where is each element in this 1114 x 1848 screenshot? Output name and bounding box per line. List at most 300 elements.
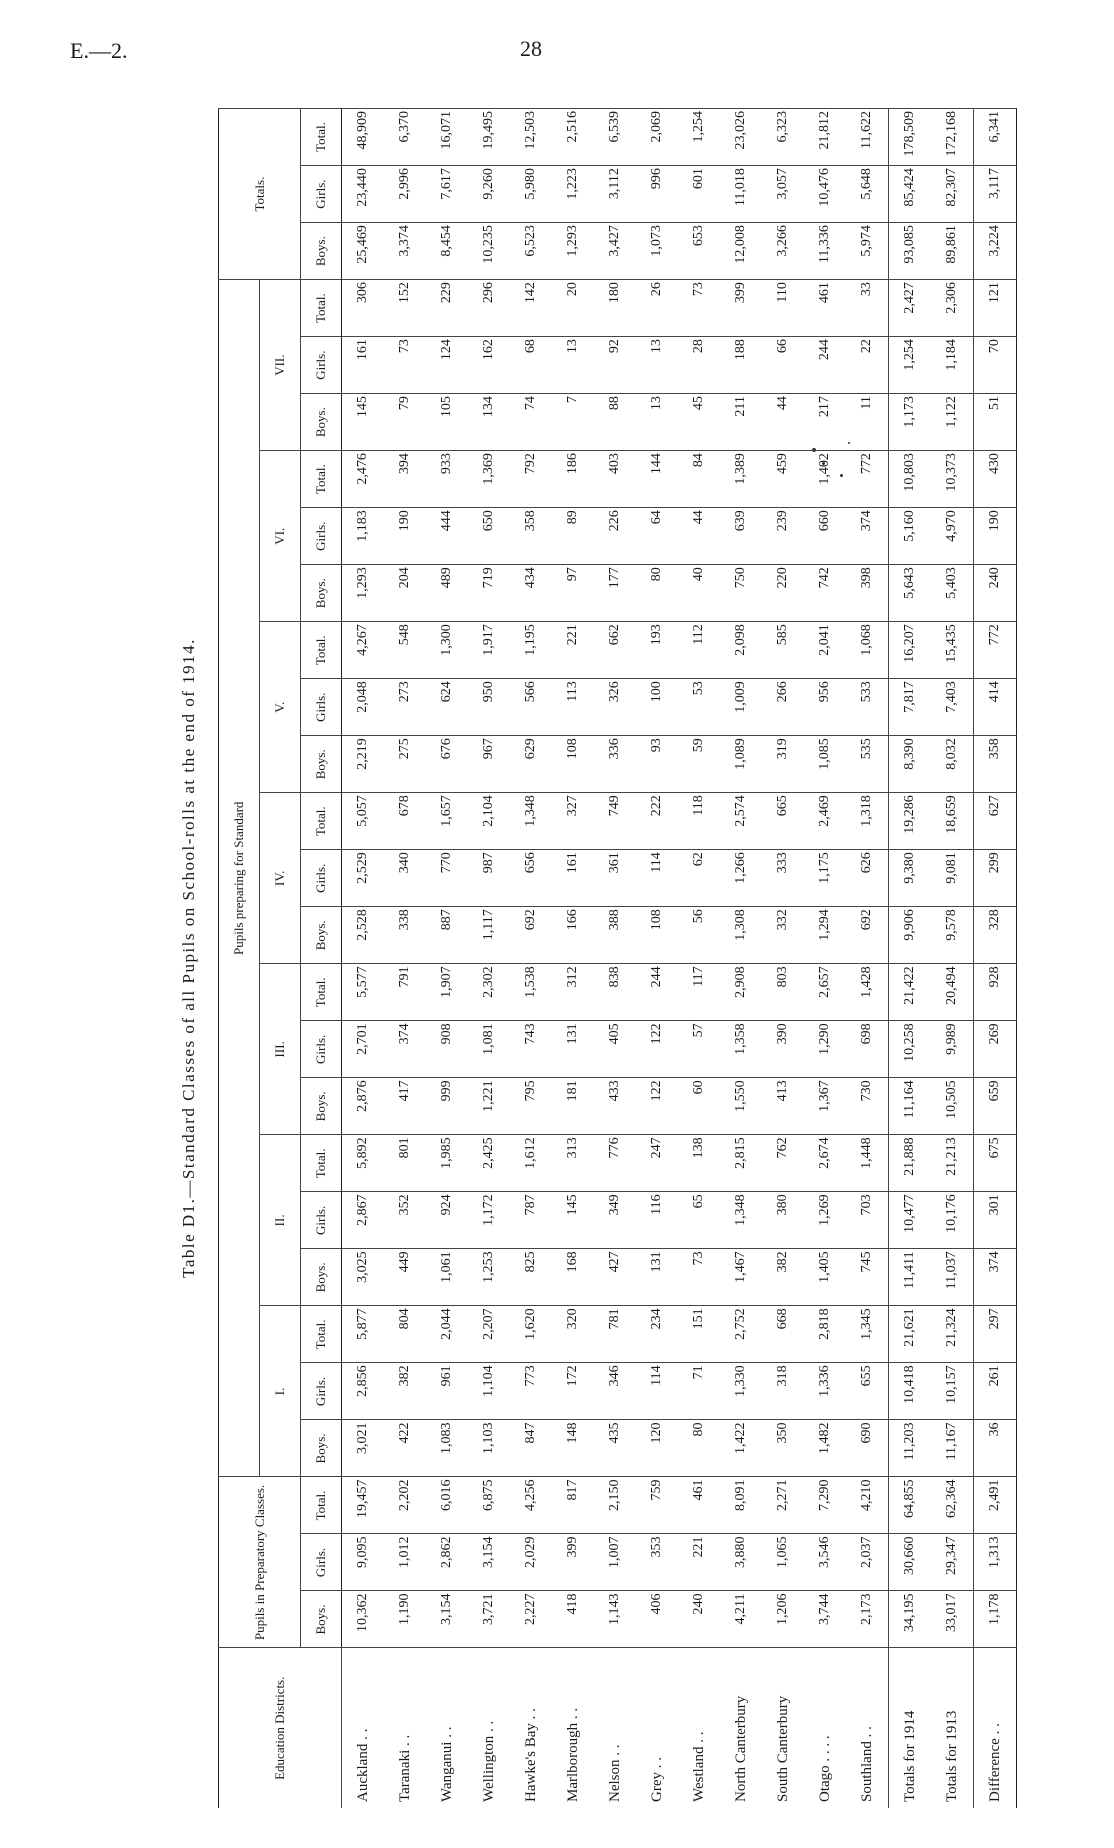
table-cell: 162 — [468, 337, 510, 394]
table-cell: 374 — [384, 1021, 426, 1078]
table-cell: 12,008 — [720, 223, 762, 280]
table-cell: 186 — [552, 451, 594, 508]
standard-header: VII. — [260, 280, 301, 451]
table-cell: 190 — [384, 508, 426, 565]
table-cell: 626 — [846, 850, 889, 907]
table-cell: 5,980 — [510, 166, 552, 223]
district-name: Marlborough . . — [552, 1648, 594, 1808]
table-cell: 89,861 — [931, 223, 974, 280]
table-cell: 1,482 — [804, 1420, 846, 1477]
table-cell: 3,154 — [468, 1534, 510, 1591]
table-cell: 9,095 — [342, 1534, 385, 1591]
table-cell: 110 — [762, 280, 804, 337]
table-cell: 161 — [552, 850, 594, 907]
table-cell: 405 — [594, 1021, 636, 1078]
table-cell: 1,085 — [804, 736, 846, 793]
table-cell: 204 — [384, 565, 426, 622]
table-cell: 2,044 — [426, 1306, 468, 1363]
subcol-header: Total. — [301, 1135, 342, 1192]
table-cell: 105 — [426, 394, 468, 451]
subcol-header: Boys. — [301, 1249, 342, 1306]
table-cell: 730 — [846, 1078, 889, 1135]
table-cell: 336 — [594, 736, 636, 793]
table-cell: 887 — [426, 907, 468, 964]
table-cell: 313 — [552, 1135, 594, 1192]
subcol-header: Boys. — [301, 1420, 342, 1477]
table-row — [931, 109, 974, 1809]
subcol-header: Girls. — [301, 508, 342, 565]
table-cell: 961 — [426, 1363, 468, 1420]
table-cell: 750 — [720, 565, 762, 622]
table-cell: 82,307 — [931, 166, 974, 223]
table-cell: 124 — [426, 337, 468, 394]
table-cell: 2,818 — [804, 1306, 846, 1363]
table-cell: 394 — [384, 451, 426, 508]
subcol-header: Total. — [301, 793, 342, 850]
table-cell: 59 — [678, 736, 720, 793]
table-cell: 1,223 — [552, 166, 594, 223]
table-cell: 2,029 — [510, 1534, 552, 1591]
table-cell: 422 — [384, 1420, 426, 1477]
table-cell: 1,175 — [804, 850, 846, 907]
table-cell: 406 — [636, 1591, 678, 1648]
table-cell: 759 — [636, 1477, 678, 1534]
table-cell: 84 — [678, 451, 720, 508]
table-cell: 73 — [678, 1249, 720, 1306]
subcol-header: Girls. — [301, 166, 342, 223]
table-cell: 933 — [426, 451, 468, 508]
table-cell: 44 — [678, 508, 720, 565]
table-cell: 2,876 — [342, 1078, 385, 1135]
table-cell: 950 — [468, 679, 510, 736]
subcol-header: Total. — [301, 109, 342, 166]
table-cell: 21,324 — [931, 1306, 974, 1363]
table-cell: 9,906 — [889, 907, 932, 964]
table-cell: 9,380 — [889, 850, 932, 907]
table-cell: 1,073 — [636, 223, 678, 280]
table-cell: 1,184 — [931, 337, 974, 394]
table-cell: 11,411 — [889, 1249, 932, 1306]
table-cell: 2,701 — [342, 1021, 385, 1078]
table-cell: 116 — [636, 1192, 678, 1249]
table-cell: 4,970 — [931, 508, 974, 565]
table-cell: 3,546 — [804, 1534, 846, 1591]
table-cell: 320 — [552, 1306, 594, 1363]
table-cell: 45 — [678, 394, 720, 451]
table-cell: 266 — [762, 679, 804, 736]
table-cell: 2,207 — [468, 1306, 510, 1363]
table-cell: 19,286 — [889, 793, 932, 850]
table-cell: 10,803 — [889, 451, 932, 508]
table-cell: 10,258 — [889, 1021, 932, 1078]
table-cell: 340 — [384, 850, 426, 907]
table-cell: 1,065 — [762, 1534, 804, 1591]
table-cell: 11,037 — [931, 1249, 974, 1306]
table-cell: 1,367 — [804, 1078, 846, 1135]
table-cell: 190 — [974, 508, 1017, 565]
table-cell: 772 — [974, 622, 1017, 679]
table-cell: 226 — [594, 508, 636, 565]
table-cell: 1,195 — [510, 622, 552, 679]
table-cell: 1,538 — [510, 964, 552, 1021]
table-cell: 25,469 — [342, 223, 385, 280]
subcol-header: Boys. — [301, 1591, 342, 1648]
table-cell: 64,855 — [889, 1477, 932, 1534]
table-cell: 70 — [974, 337, 1017, 394]
table-cell: 240 — [678, 1591, 720, 1648]
table-cell: 352 — [384, 1192, 426, 1249]
table-cell: 22 — [846, 337, 889, 394]
table-cell: 332 — [762, 907, 804, 964]
subcol-header: Total. — [301, 622, 342, 679]
table-cell: 10,235 — [468, 223, 510, 280]
table-cell: 967 — [468, 736, 510, 793]
table-cell: 92 — [594, 337, 636, 394]
subcol-header: Girls. — [301, 337, 342, 394]
table-cell: 33 — [846, 280, 889, 337]
table-cell: 346 — [594, 1363, 636, 1420]
table-cell: 399 — [720, 280, 762, 337]
table-cell: 73 — [678, 280, 720, 337]
table-cell: 4,267 — [342, 622, 385, 679]
table-row — [889, 109, 932, 1809]
table-cell: 1,330 — [720, 1363, 762, 1420]
table-cell: 3,880 — [720, 1534, 762, 1591]
table-cell: 66 — [762, 337, 804, 394]
district-name: Southland . . — [846, 1648, 889, 1808]
table-cell: 461 — [804, 280, 846, 337]
table-cell: 62,364 — [931, 1477, 974, 1534]
table-cell: 333 — [762, 850, 804, 907]
table-cell: 1,293 — [552, 223, 594, 280]
table-cell: 6,370 — [384, 109, 426, 166]
table-cell: 801 — [384, 1135, 426, 1192]
table-cell: 1,143 — [594, 1591, 636, 1648]
table-cell: 1,172 — [468, 1192, 510, 1249]
district-name: Wanganui . . — [426, 1648, 468, 1808]
table-cell: 5,974 — [846, 223, 889, 280]
table-cell: 19,457 — [342, 1477, 385, 1534]
table-cell: 692 — [846, 907, 889, 964]
table-cell: 28 — [678, 337, 720, 394]
table-cell: 6,875 — [468, 1477, 510, 1534]
table-cell: 193 — [636, 622, 678, 679]
table-cell: 93 — [636, 736, 678, 793]
table-cell: 1,183 — [342, 508, 385, 565]
table-cell: 2,491 — [974, 1477, 1017, 1534]
table-cell: 23,026 — [720, 109, 762, 166]
table-cell: 327 — [552, 793, 594, 850]
table-cell: 350 — [762, 1420, 804, 1477]
table-cell: 987 — [468, 850, 510, 907]
table-cell: 8,454 — [426, 223, 468, 280]
table-cell: 1,012 — [384, 1534, 426, 1591]
table-cell: 10,505 — [931, 1078, 974, 1135]
table-cell: 548 — [384, 622, 426, 679]
table-cell: 296 — [468, 280, 510, 337]
table-cell: 668 — [762, 1306, 804, 1363]
table-cell: 16,071 — [426, 109, 468, 166]
table-cell: 273 — [384, 679, 426, 736]
table-cell: 2,752 — [720, 1306, 762, 1363]
table-cell: 261 — [974, 1363, 1017, 1420]
table-cell: 166 — [552, 907, 594, 964]
table-cell: 444 — [426, 508, 468, 565]
table-row — [636, 109, 678, 1809]
table-cell: 234 — [636, 1306, 678, 1363]
table-cell: 6,341 — [974, 109, 1017, 166]
table-cell: 1,221 — [468, 1078, 510, 1135]
table-cell: 8,390 — [889, 736, 932, 793]
district-name: South Canterbury — [762, 1648, 804, 1808]
table-cell: 21,422 — [889, 964, 932, 1021]
table-cell: 85,424 — [889, 166, 932, 223]
table-cell: 662 — [594, 622, 636, 679]
table-cell: 34,195 — [889, 1591, 932, 1648]
district-name: Westland . . — [678, 1648, 720, 1808]
table-cell: 2,867 — [342, 1192, 385, 1249]
table-cell: 2,069 — [636, 109, 678, 166]
table-cell: 10,362 — [342, 1591, 385, 1648]
table-cell: 56 — [678, 907, 720, 964]
district-header: Education Districts. — [219, 1648, 342, 1808]
table-cell: 2,098 — [720, 622, 762, 679]
table-cell: 7 — [552, 394, 594, 451]
table-cell: 16,207 — [889, 622, 932, 679]
subcol-header: Boys. — [301, 1078, 342, 1135]
table-cell: 239 — [762, 508, 804, 565]
table-cell: 6,539 — [594, 109, 636, 166]
district-name: Grey . . — [636, 1648, 678, 1808]
table-cell: 2,427 — [889, 280, 932, 337]
table-cell: 1,254 — [678, 109, 720, 166]
table-cell: 3,112 — [594, 166, 636, 223]
table-cell: 168 — [552, 1249, 594, 1306]
table-row — [384, 109, 426, 1809]
table-row — [720, 109, 762, 1809]
table-cell: 15,435 — [931, 622, 974, 679]
table-cell: 60 — [678, 1078, 720, 1135]
rotated-table-region — [170, 108, 1100, 1808]
table-cell: 20 — [552, 280, 594, 337]
district-name: Nelson . . — [594, 1648, 636, 1808]
table-cell: 2,041 — [804, 622, 846, 679]
standard-header: III. — [260, 964, 301, 1135]
totals-header: Totals. — [219, 109, 301, 280]
table-cell: 639 — [720, 508, 762, 565]
table-cell: 145 — [342, 394, 385, 451]
table-row — [342, 109, 385, 1809]
table-cell: 44 — [762, 394, 804, 451]
table-cell: 172 — [552, 1363, 594, 1420]
table-cell: 217 — [804, 394, 846, 451]
table-cell: 26 — [636, 280, 678, 337]
table-cell: 220 — [762, 565, 804, 622]
district-name: Difference . . — [974, 1648, 1017, 1808]
table-cell: 380 — [762, 1192, 804, 1249]
table-cell: 776 — [594, 1135, 636, 1192]
table-cell: 10,373 — [931, 451, 974, 508]
table-row — [468, 109, 510, 1809]
table-cell: 2,202 — [384, 1477, 426, 1534]
subcol-header: Boys. — [301, 736, 342, 793]
table-cell: 1,620 — [510, 1306, 552, 1363]
table-cell: 772 — [846, 451, 889, 508]
table-cell: 787 — [510, 1192, 552, 1249]
table-cell: 8,032 — [931, 736, 974, 793]
table-cell: 151 — [678, 1306, 720, 1363]
table-cell: 698 — [846, 1021, 889, 1078]
table-cell: 461 — [678, 1477, 720, 1534]
table-cell: 113 — [552, 679, 594, 736]
table-cell: 2,425 — [468, 1135, 510, 1192]
table-cell: 650 — [468, 508, 510, 565]
table-cell: 1,917 — [468, 622, 510, 679]
table-cell: 299 — [974, 850, 1017, 907]
table-cell: 803 — [762, 964, 804, 1021]
table-cell: 1,402 — [804, 451, 846, 508]
table-cell: 773 — [510, 1363, 552, 1420]
table-cell: 1,254 — [889, 337, 932, 394]
table-cell: 449 — [384, 1249, 426, 1306]
table-cell: 4,210 — [846, 1477, 889, 1534]
table-cell: 120 — [636, 1420, 678, 1477]
table-cell: 80 — [678, 1420, 720, 1477]
table-cell: 627 — [974, 793, 1017, 850]
table-cell: 2,227 — [510, 1591, 552, 1648]
district-name: Hawke's Bay . . — [510, 1648, 552, 1808]
table-cell: 7,290 — [804, 1477, 846, 1534]
table-cell: 240 — [974, 565, 1017, 622]
table-cell: 390 — [762, 1021, 804, 1078]
table-cell: 297 — [974, 1306, 1017, 1363]
table-cell: 117 — [678, 964, 720, 1021]
table-cell: 1,389 — [720, 451, 762, 508]
table-cell: 221 — [678, 1534, 720, 1591]
table-cell: 306 — [342, 280, 385, 337]
table-cell: 1,089 — [720, 736, 762, 793]
table-cell: 3,154 — [426, 1591, 468, 1648]
table-cell: 10,418 — [889, 1363, 932, 1420]
table-cell: 1,009 — [720, 679, 762, 736]
table-cell: 1,068 — [846, 622, 889, 679]
table-cell: 5,892 — [342, 1135, 385, 1192]
table-cell: 3,744 — [804, 1591, 846, 1648]
table-cell: 2,862 — [426, 1534, 468, 1591]
table-cell: 382 — [762, 1249, 804, 1306]
table-cell: 18,659 — [931, 793, 974, 850]
table-cell: 1,083 — [426, 1420, 468, 1477]
table-cell: 6,523 — [510, 223, 552, 280]
table-cell: 703 — [846, 1192, 889, 1249]
table-cell: 2,529 — [342, 850, 385, 907]
table-cell: 928 — [974, 964, 1017, 1021]
table-cell: 10,157 — [931, 1363, 974, 1420]
prep-header: Pupils in Preparatory Classes. — [219, 1477, 301, 1648]
table-cell: 3,021 — [342, 1420, 385, 1477]
table-cell: 908 — [426, 1021, 468, 1078]
table-cell: 3,117 — [974, 166, 1017, 223]
table-cell: 585 — [762, 622, 804, 679]
table-cell: 749 — [594, 793, 636, 850]
table-cell: 10,176 — [931, 1192, 974, 1249]
table-cell: 177 — [594, 565, 636, 622]
subcol-header: Boys. — [301, 565, 342, 622]
table-cell: 675 — [974, 1135, 1017, 1192]
table-cell: 142 — [510, 280, 552, 337]
table-cell: 678 — [384, 793, 426, 850]
table-cell: 29,347 — [931, 1534, 974, 1591]
table-cell: 19,495 — [468, 109, 510, 166]
table-cell: 435 — [594, 1420, 636, 1477]
table-cell: 3,224 — [974, 223, 1017, 280]
subcol-header: Boys. — [301, 223, 342, 280]
table-cell: 2,037 — [846, 1534, 889, 1591]
table-cell: 2,856 — [342, 1363, 385, 1420]
table-row — [762, 109, 804, 1809]
table-cell: 1,358 — [720, 1021, 762, 1078]
table-cell: 2,173 — [846, 1591, 889, 1648]
table-cell: 353 — [636, 1534, 678, 1591]
table-cell: 1,907 — [426, 964, 468, 1021]
table-cell: 134 — [468, 394, 510, 451]
table-cell: 2,674 — [804, 1135, 846, 1192]
table-cell: 11,018 — [720, 166, 762, 223]
table-cell: 1,206 — [762, 1591, 804, 1648]
table-cell: 1,269 — [804, 1192, 846, 1249]
table-cell: 388 — [594, 907, 636, 964]
table-cell: 653 — [678, 223, 720, 280]
table-cell: 792 — [510, 451, 552, 508]
table-cell: 2,306 — [931, 280, 974, 337]
table-cell: 743 — [510, 1021, 552, 1078]
table-cell: 1,348 — [510, 793, 552, 850]
table-cell: 762 — [762, 1135, 804, 1192]
table-cell: 11 — [846, 394, 889, 451]
table-row — [426, 109, 468, 1809]
table-cell: 1,190 — [384, 1591, 426, 1648]
table-cell: 1,061 — [426, 1249, 468, 1306]
subcol-header: Boys. — [301, 394, 342, 451]
table-cell: 13 — [636, 337, 678, 394]
table-cell: 244 — [804, 337, 846, 394]
table-cell: 1,117 — [468, 907, 510, 964]
table-cell: 1,550 — [720, 1078, 762, 1135]
table-cell: 40 — [678, 565, 720, 622]
table-cell: 71 — [678, 1363, 720, 1420]
table-cell: 1,122 — [931, 394, 974, 451]
standards-header: Pupils preparing for Standard — [219, 280, 260, 1477]
table-cell: 211 — [720, 394, 762, 451]
table-cell: 7,817 — [889, 679, 932, 736]
table-cell: 676 — [426, 736, 468, 793]
table-cell: 847 — [510, 1420, 552, 1477]
table-cell: 244 — [636, 964, 678, 1021]
table-cell: 5,403 — [931, 565, 974, 622]
table-cell: 23,440 — [342, 166, 385, 223]
table-cell: 7,403 — [931, 679, 974, 736]
table-cell: 5,877 — [342, 1306, 385, 1363]
table-cell: 145 — [552, 1192, 594, 1249]
table-cell: 382 — [384, 1363, 426, 1420]
table-cell: 3,721 — [468, 1591, 510, 1648]
district-name: Wellington . . — [468, 1648, 510, 1808]
table-cell: 1,103 — [468, 1420, 510, 1477]
table-cell: 9,989 — [931, 1021, 974, 1078]
table-cell: 68 — [510, 337, 552, 394]
table-cell: 21,888 — [889, 1135, 932, 1192]
table-cell: 489 — [426, 565, 468, 622]
